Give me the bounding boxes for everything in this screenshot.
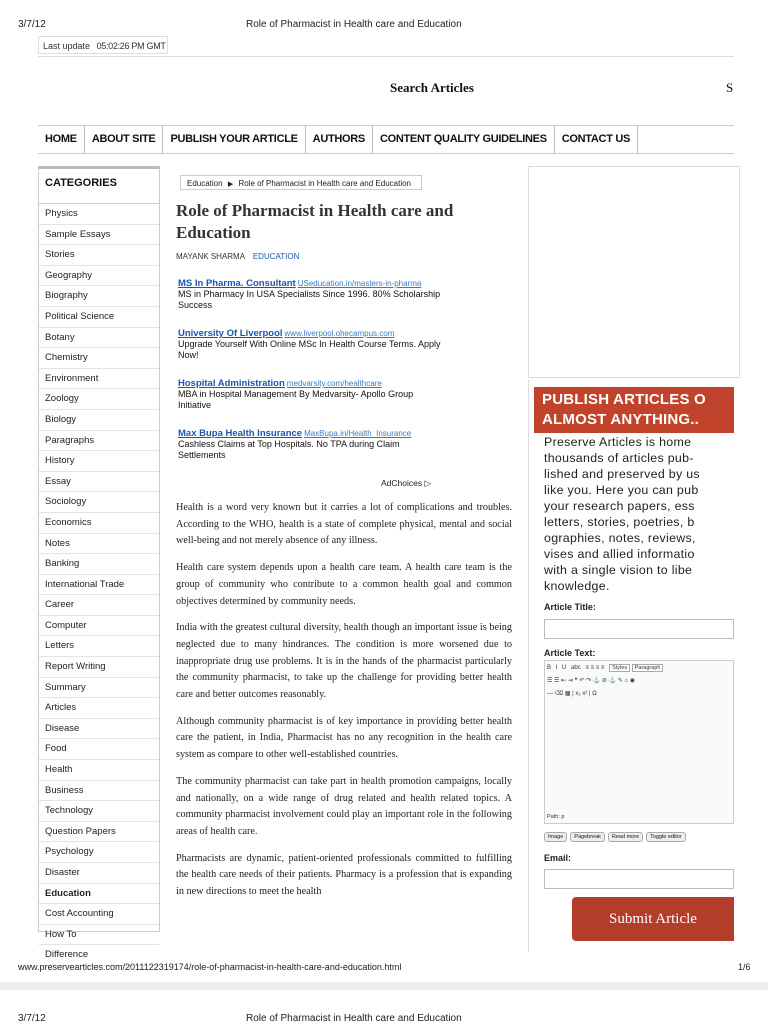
category-item[interactable]: Computer <box>39 616 159 637</box>
publish-banner <box>534 387 734 433</box>
ad-description: MBA in Hospital Management By Medvarsity- Apollo Group Initiative <box>178 389 414 410</box>
submit-article-button[interactable]: Submit Article <box>572 897 734 941</box>
print-title: Role of Pharmacist in Health care and Education <box>246 19 462 30</box>
promo-line: Preserve Articles is home <box>544 435 692 449</box>
category-item[interactable]: Political Science <box>39 307 159 328</box>
promo-line: ographies, notes, reviews, <box>544 531 696 545</box>
email-input[interactable] <box>544 869 734 889</box>
nav-publish-your-article[interactable]: PUBLISH YOUR ARTICLE <box>163 126 305 153</box>
footer-page-number: 1/6 <box>738 962 751 972</box>
article-paragraph: Pharmacists are dynamic, patient-oriented professionals committed to fulfilling the health care needs of their patients. Pharmacy is a profession that is expanding in new directions to meet the health <box>176 852 512 898</box>
category-item[interactable]: Economics <box>39 513 159 534</box>
article-paragraph: Although community pharmacist is of key importance in providing better health care the patient, in India, Pharmacist has no any recognition in the health care system as compare to other well-established countries. <box>176 715 512 761</box>
last-update-value: 05:02:26 PM GMT <box>96 41 166 51</box>
editor-read-more-button[interactable]: Read more <box>608 832 643 842</box>
right-ad-slot <box>528 166 740 378</box>
nav-authors[interactable]: AUTHORS <box>306 126 373 153</box>
category-item[interactable]: Banking <box>39 554 159 575</box>
categories-sidebar <box>38 166 160 961</box>
editor-buttons <box>544 832 686 842</box>
editor-image-button[interactable]: Image <box>544 832 567 842</box>
breadcrumb-arrow-icon: ▶ <box>227 181 234 188</box>
promo-line: letters, stories, poetries, b <box>544 515 695 529</box>
promo-line: knowledge. <box>544 579 610 593</box>
categories-title: CATEGORIES <box>39 169 159 204</box>
ad-url[interactable]: USeducation.in/masters-in-pharma <box>297 279 422 288</box>
category-item[interactable]: Food <box>39 739 159 760</box>
category-item[interactable]: Cost Accounting <box>39 904 159 925</box>
editor-pagebreak-button[interactable]: Pagebreak <box>570 832 605 842</box>
nav-about-site[interactable]: ABOUT SITE <box>85 126 164 153</box>
align-icons[interactable]: ≡ ≡ ≡ ≡ <box>585 665 605 671</box>
breadcrumb <box>180 175 422 190</box>
email-label: Email: <box>544 853 572 863</box>
category-item[interactable]: Disease <box>39 719 159 740</box>
article-category[interactable]: EDUCATION <box>252 252 300 261</box>
ad-block <box>178 278 442 478</box>
ad-item <box>178 428 442 461</box>
promo-line: your research papers, ess <box>544 499 695 513</box>
ad-description: Cashless Claims at Top Hospitals. No TPA during Claim Settlements <box>178 439 400 460</box>
category-item[interactable]: Psychology <box>39 842 159 863</box>
category-item[interactable]: Difference <box>39 945 159 966</box>
promo-line: vises and allied informatio <box>544 547 695 561</box>
category-item[interactable]: Paragraphs <box>39 431 159 452</box>
category-item[interactable]: Education <box>39 884 159 905</box>
category-item[interactable]: Articles <box>39 698 159 719</box>
print-date: 3/7/12 <box>18 19 46 30</box>
category-item[interactable]: Botany <box>39 328 159 349</box>
category-item[interactable]: Chemistry <box>39 348 159 369</box>
ad-item <box>178 278 442 311</box>
editor-toggle-editor-button[interactable]: Toggle editor <box>646 832 686 842</box>
article-text-label: Article Text: <box>544 648 596 658</box>
category-item[interactable]: Sample Essays <box>39 225 159 246</box>
ad-title-link[interactable]: University Of Liverpool <box>178 328 283 339</box>
category-item[interactable]: Business <box>39 781 159 802</box>
adchoices-link[interactable]: AdChoices ▷ <box>381 478 432 488</box>
category-item[interactable]: Report Writing <box>39 657 159 678</box>
category-item[interactable]: Notes <box>39 534 159 555</box>
search-truncated: S <box>726 80 734 95</box>
category-item[interactable]: Health <box>39 760 159 781</box>
editor-toolbar-row-1 <box>547 664 733 672</box>
category-item[interactable]: Environment <box>39 369 159 390</box>
editor-toolbar-row-3 <box>547 690 733 697</box>
promo-line: lished and preserved by us <box>544 467 700 481</box>
category-item[interactable]: History <box>39 451 159 472</box>
print-title-2: Role of Pharmacist in Health care and Education <box>246 1013 462 1024</box>
ad-description: MS in Pharmacy In USA Specialists Since 1996. 80% Scholarship Success <box>178 289 441 310</box>
main-nav <box>38 125 734 154</box>
ad-item <box>178 378 442 411</box>
header-divider <box>38 56 734 57</box>
hr-icon[interactable]: — ⌫ ▦ | x₂ x² | Ω <box>547 691 597 697</box>
category-item[interactable]: Essay <box>39 472 159 493</box>
article-title-label: Article Title: <box>544 602 596 612</box>
category-item[interactable]: Biography <box>39 286 159 307</box>
article-text-editor[interactable] <box>544 660 734 824</box>
promo-line: thousands of articles pub- <box>544 451 694 465</box>
article-meta <box>176 252 299 261</box>
banner-line-1: PUBLISH ARTICLES O <box>542 391 706 408</box>
article-title: Role of Pharmacist in Health care and Education <box>176 201 454 242</box>
category-item[interactable]: Question Papers <box>39 822 159 843</box>
category-item[interactable]: Career <box>39 595 159 616</box>
ad-title-link[interactable]: Hospital Administration <box>178 378 285 389</box>
ad-title-link[interactable]: Max Bupa Health Insurance <box>178 428 303 439</box>
category-item[interactable]: Letters <box>39 636 159 657</box>
footer-url: www.preservearticles.com/2011122319174/role-of-pharmacist-in-health-care-and-education.html <box>18 962 402 972</box>
ad-title-link[interactable]: MS In Pharma. Consultant <box>178 278 296 289</box>
category-item[interactable]: How To <box>39 925 159 946</box>
article-paragraph: India with the greatest cultural diversity, health though an important issue is being neglected due to many hindrances. The condition is more worsened due to inappropriate drug use problems. It is in the hands of the pharmacist particularly the community pharmacist, to take up the challenge for providing better health care and better outcomes reasonably. <box>176 622 512 701</box>
last-update <box>38 36 168 54</box>
bold-icon[interactable]: B <box>547 665 552 671</box>
ad-url[interactable]: www.liverpool.ohecampus.com <box>284 329 395 338</box>
article-paragraph: The community pharmacist can take part in health promotion campaigns, locally and nationally, on a wide range of drug related and health related topics. A community pharmacist involvement could play an important role in the following areas of health care. <box>176 775 512 837</box>
nav-contact-us[interactable]: CONTACT US <box>555 126 638 153</box>
category-item[interactable]: Physics <box>39 204 159 225</box>
category-item[interactable]: Geography <box>39 266 159 287</box>
category-item[interactable]: Technology <box>39 801 159 822</box>
category-item[interactable]: Stories <box>39 245 159 266</box>
category-item[interactable]: Sociology <box>39 492 159 513</box>
editor-path: Path: p <box>547 814 565 820</box>
promo-line: with a single vision to libe <box>544 563 693 577</box>
category-item[interactable]: Disaster <box>39 863 159 884</box>
underline-icon[interactable]: U <box>562 665 567 671</box>
promo-line: like you. Here you can pub <box>544 483 699 497</box>
last-update-label: Last update <box>43 41 91 51</box>
breadcrumb-current: Role of Pharmacist in Health care and Education <box>238 179 411 188</box>
nav-home[interactable]: HOME <box>38 126 85 153</box>
print-date-2: 3/7/12 <box>18 1013 46 1024</box>
list-icons[interactable]: ☰ ☰ ⇤ ⇥ ❝ ↶ ↷ ⚓ ⊘ ⚓ ✎ ⌂ ◉ <box>547 678 635 684</box>
category-item[interactable]: Zoology <box>39 389 159 410</box>
editor-toolbar-row-2 <box>547 677 733 684</box>
format-select[interactable]: Paragraph <box>632 664 664 672</box>
styles-select[interactable]: Styles <box>609 664 630 672</box>
breadcrumb-parent[interactable]: Education <box>187 179 223 188</box>
category-list <box>39 204 159 966</box>
ad-url[interactable]: MaxBupa.in/Health_Insurance <box>304 429 412 438</box>
category-item[interactable]: Biology <box>39 410 159 431</box>
ad-url[interactable]: medvarsity.com/healthcare <box>286 379 382 388</box>
article-paragraph: Health care system depends upon a health care team. A health care team is the group of community who contribute to a common health goal and common objectives determined by community needs. <box>176 562 512 607</box>
category-item[interactable]: International Trade <box>39 575 159 596</box>
strikethrough-icon[interactable]: abc <box>571 665 581 671</box>
search-articles-title[interactable]: Search Articles <box>390 80 474 95</box>
ad-item <box>178 328 442 361</box>
category-item[interactable]: Summary <box>39 678 159 699</box>
page-break <box>0 982 768 990</box>
italic-icon[interactable]: I <box>555 665 558 671</box>
article-title-input[interactable] <box>544 619 734 639</box>
article-author[interactable]: MAYANK SHARMA <box>176 252 245 261</box>
publish-promo-text <box>544 434 734 594</box>
article-body <box>176 500 512 911</box>
nav-content-quality-guidelines[interactable]: CONTENT QUALITY GUIDELINES <box>373 126 555 153</box>
article-paragraph: Health is a word very known but it carries a lot of complications and troubles. According to the WHO, health is a state of complete physical, mental and social well-being and not merely absence of any illness. <box>176 502 512 547</box>
banner-line-2: ALMOST ANYTHING.. <box>542 411 700 428</box>
ad-description: Upgrade Yourself With Online MSc In Health Course Terms. Apply Now! <box>178 339 441 360</box>
